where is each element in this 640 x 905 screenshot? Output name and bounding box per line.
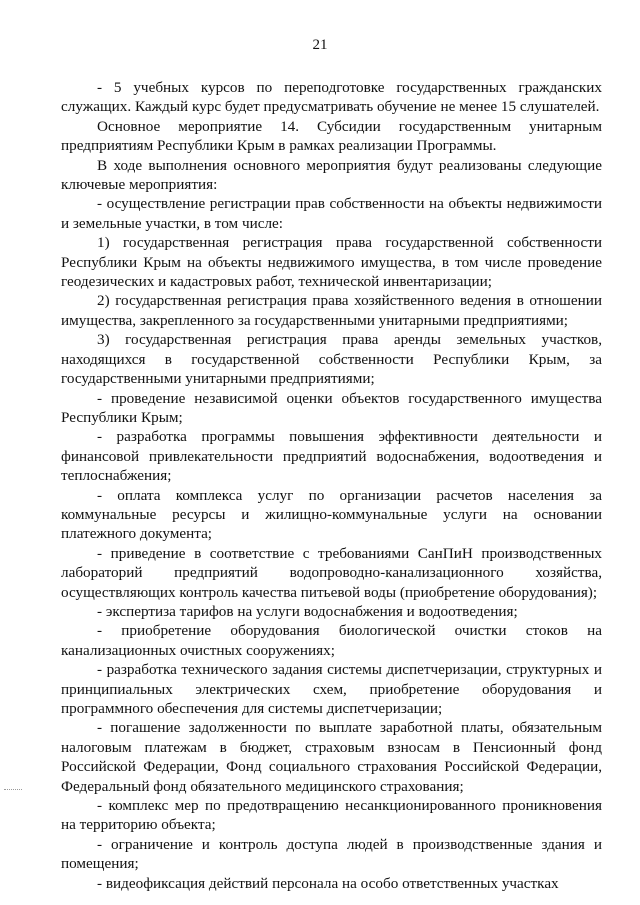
- page-number: 21: [312, 37, 328, 53]
- paragraph-13: - приобретение оборудования биологической очистки стоков на канализационных очистных сооружениях;: [61, 622, 602, 659]
- paragraph-10: - оплата комплекса услуг по организации расчетов населения за коммунальные ресурсы и жилищно-коммунальные услуги на основании платежного документа;: [61, 486, 602, 543]
- paragraph-17: - ограничение и контроль доступа людей в производственные здания и помещения;: [61, 835, 602, 873]
- paragraph-18: - видеофиксация действий персонала на особо ответственных участках: [97, 874, 559, 892]
- paragraph-4: - осуществление регистрации прав собственности на объекты недвижимости и земельные участки, в том числе:: [61, 195, 602, 232]
- paragraph-14: - разработка технического задания системы диспетчеризации, структурных и принципиальных электрических схем, приобретение оборудования и программного обеспечения для системы диспетчеризации;: [61, 661, 602, 717]
- paragraph-12: - экспертиза тарифов на услуги водоснабжения и водоотведения;: [97, 602, 518, 620]
- paragraph-15: - погашение задолженности по выплате заработной платы, обязательным налоговым платежам в бюджет, страховым взносам в Пенсионный фонд Российской Федерации, Фонд социального страхования Российской Федерации, Федеральный фонд обязательного медицинского страхования;: [61, 719, 602, 795]
- paragraph-7: 3) государственная регистрация права аренды земельных участков, находящихся в государственной собственности Республики Крым, за государственными унитарными предприятиями;: [61, 331, 602, 388]
- paragraph-16: - комплекс мер по предотвращению несанкционированного проникновения на территорию объекта;: [61, 797, 602, 834]
- paragraph-2: Основное мероприятие 14. Субсидии государственным унитарным предприятиям Республики Крым в рамках реализации Программы.: [61, 117, 602, 155]
- paragraph-1: - 5 учебных курсов по переподготовке государственных гражданских служащих. Каждый курс будет предусматривать обучение не менее 15 слушателей.: [61, 79, 602, 116]
- margin-scan-mark: [4, 789, 22, 790]
- paragraph-8: - проведение независимой оценки объектов государственного имущества Республики Крым;: [61, 389, 602, 426]
- body-text: [61, 78, 602, 893]
- paragraph-3: В ходе выполнения основного мероприятия будут реализованы следующие ключевые мероприятия:: [61, 156, 602, 194]
- paragraph-11: - приведение в соответствие с требованиями СанПиН производственных лабораторий предприятий водопроводно-канализационного хозяйства, осуществляющих контроль качества питьевой воды (приобретение оборудования);: [61, 544, 602, 601]
- paragraph-6: 2) государственная регистрация права хозяйственного ведения в отношении имущества, закрепленного за государственными унитарными предприятиями;: [61, 292, 602, 329]
- paragraph-5: 1) государственная регистрация права государственной собственности Республики Крым на объекты недвижимого имущества, в том числе проведение геодезических и кадастровых работ, технической инвентаризации;: [61, 234, 602, 291]
- paragraph-9: - разработка программы повышения эффективности деятельности и финансовой привлекательности предприятий водоснабжения, водоотведения и теплоснабжения;: [61, 428, 602, 485]
